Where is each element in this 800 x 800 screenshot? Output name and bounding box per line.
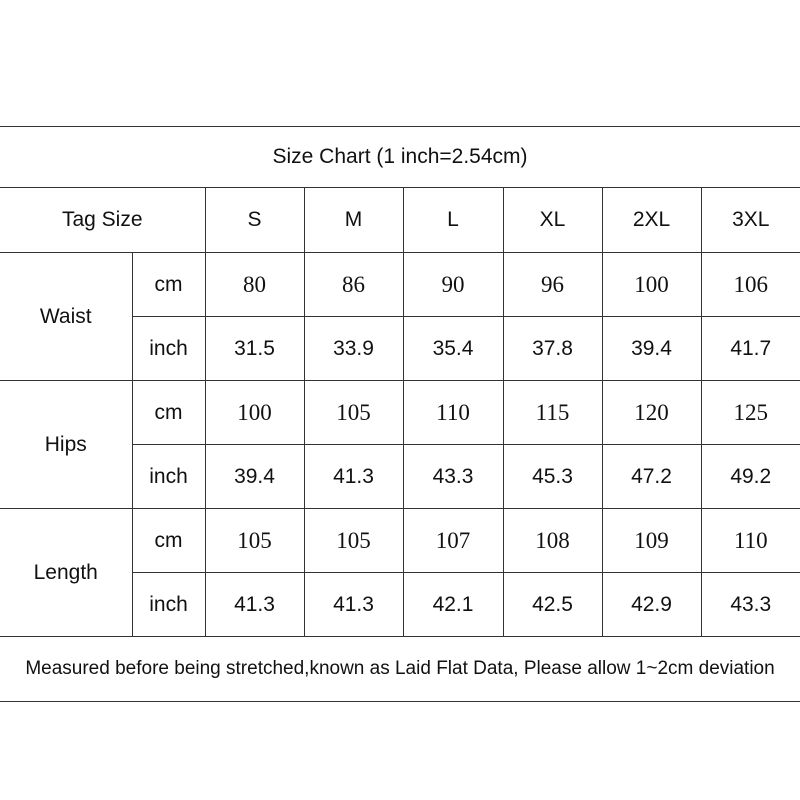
value-cell: 120 <box>602 381 701 445</box>
value-cell: 41.3 <box>205 573 304 637</box>
value-cell: 100 <box>205 381 304 445</box>
value-cell: 41.7 <box>701 317 800 381</box>
size-header-s: S <box>205 188 304 253</box>
measurement-label-length: Length <box>0 509 132 637</box>
value-cell: 100 <box>602 253 701 317</box>
value-cell: 109 <box>602 509 701 573</box>
value-cell: 80 <box>205 253 304 317</box>
value-cell: 105 <box>304 509 403 573</box>
deviation-note: Measured before being stretched,known as Laid Flat Data, Please allow 1~2cm deviation <box>0 637 800 702</box>
value-cell: 45.3 <box>503 445 602 509</box>
value-cell: 41.3 <box>304 445 403 509</box>
value-cell: 47.2 <box>602 445 701 509</box>
value-cell: 86 <box>304 253 403 317</box>
value-cell: 115 <box>503 381 602 445</box>
title-row <box>0 127 800 188</box>
value-cell: 39.4 <box>602 317 701 381</box>
value-cell: 42.9 <box>602 573 701 637</box>
value-cell: 35.4 <box>403 317 503 381</box>
unit-label-inch: inch <box>132 317 205 381</box>
size-header-l: L <box>403 188 503 253</box>
value-cell: 42.5 <box>503 573 602 637</box>
size-chart-table <box>0 126 800 702</box>
size-header-2xl: 2XL <box>602 188 701 253</box>
header-row <box>0 188 800 253</box>
value-cell: 106 <box>701 253 800 317</box>
value-cell: 31.5 <box>205 317 304 381</box>
note-row <box>0 637 800 702</box>
value-cell: 37.8 <box>503 317 602 381</box>
size-header-3xl: 3XL <box>701 188 800 253</box>
measurement-label-waist: Waist <box>0 253 132 381</box>
unit-label-cm: cm <box>132 381 205 445</box>
chart-title: Size Chart (1 inch=2.54cm) <box>0 127 800 188</box>
unit-label-inch: inch <box>132 573 205 637</box>
table-row <box>0 509 800 573</box>
value-cell: 110 <box>701 509 800 573</box>
table-row <box>0 253 800 317</box>
size-header-xl: XL <box>503 188 602 253</box>
tag-size-label: Tag Size <box>0 188 205 253</box>
value-cell: 43.3 <box>403 445 503 509</box>
value-cell: 42.1 <box>403 573 503 637</box>
unit-label-inch: inch <box>132 445 205 509</box>
value-cell: 105 <box>304 381 403 445</box>
value-cell: 39.4 <box>205 445 304 509</box>
value-cell: 125 <box>701 381 800 445</box>
size-header-m: M <box>304 188 403 253</box>
unit-label-cm: cm <box>132 253 205 317</box>
value-cell: 43.3 <box>701 573 800 637</box>
value-cell: 41.3 <box>304 573 403 637</box>
value-cell: 110 <box>403 381 503 445</box>
value-cell: 108 <box>503 509 602 573</box>
table-row <box>0 381 800 445</box>
value-cell: 90 <box>403 253 503 317</box>
value-cell: 96 <box>503 253 602 317</box>
value-cell: 33.9 <box>304 317 403 381</box>
value-cell: 49.2 <box>701 445 800 509</box>
unit-label-cm: cm <box>132 509 205 573</box>
measurement-label-hips: Hips <box>0 381 132 509</box>
value-cell: 105 <box>205 509 304 573</box>
value-cell: 107 <box>403 509 503 573</box>
